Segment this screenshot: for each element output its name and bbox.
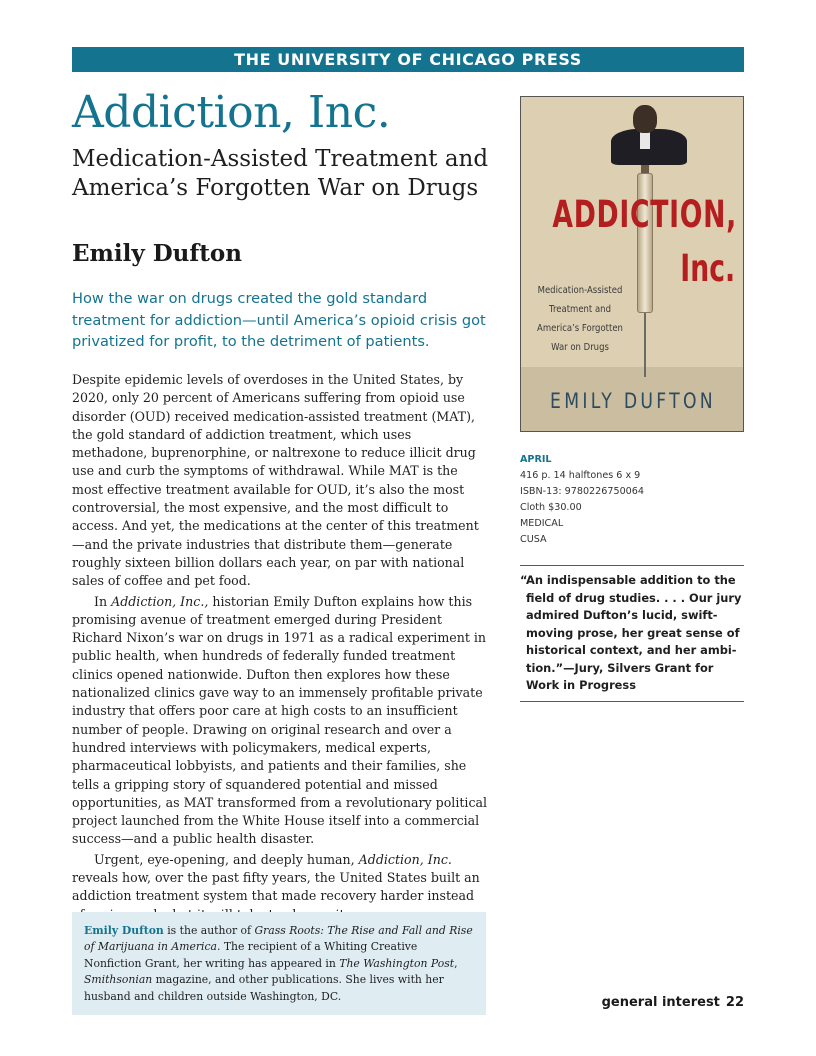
isbn: ISBN-13: 9780226750064 (520, 486, 644, 497)
book-cover (520, 96, 744, 432)
book-title-italic: Addiction, Inc. (358, 851, 452, 867)
page-footer (602, 995, 744, 1010)
page-count: 416 p. 14 halftones 6 x 9 (520, 470, 641, 481)
endorsement-quote: “An indispensable addition to the field of drug studies. . . . Our jury admired Dufton’s lucid, swift- moving prose, her great sense of historical context, and her ambi- tion.”—Jury, Silvers Grant for Work in Progress (520, 565, 744, 702)
publisher-banner: THE UNIVERSITY OF CHICAGO PRESS (72, 47, 744, 72)
page-number: 22 (725, 995, 744, 1010)
book-subtitle: Medication-Assisted Treatment and America’s Forgotten War on Drugs (72, 146, 489, 201)
footer-section: general interest (601, 995, 720, 1010)
description-paragraph-1: Despite epidemic levels of overdoses in the United States, by 2020, only 20 percent of Americans suffering from opioid use disorder (OUD) received medication-assisted treatment (MAT), the gold standard of addiction treatment, which uses methadone, buprenorphine, or naltrexone to reduce illicit drug use and curb the symptoms of withdrawal. While MAT is the most effective treatment available for OUD, it’s also the most controversial, the most expensive, and the most difficult to access. And yet, the medications at the center of this treatment—and the private industries that distribute them—generate roughly sixteen billion dollars each year, on par with national sales of coffee and pet food. (72, 372, 479, 589)
book-metadata (520, 452, 744, 548)
cover-author: EMILY DUFTON (550, 389, 716, 413)
book-tagline: How the war on drugs created the gold standard treatment for addiction—until America’s opioid crisis got privatized for profit, to the detriment of patients. (72, 290, 486, 350)
cover-figure-shirt (640, 131, 650, 149)
cover-title-line1: ADDICTION, (552, 193, 738, 236)
subject: MEDICAL (520, 518, 564, 529)
cover-figure-head (633, 105, 657, 133)
syringe-needle (644, 313, 646, 377)
syringe-plunger (641, 165, 649, 173)
price: Cloth $30.00 (520, 502, 582, 513)
author-bio-box: Emily Dufton is the author of Grass Roots: The Rise and Fall and Rise of Marijuana in America. The recipient of a Whiting Creative Nonfiction Grant, her writing has appeared in The Washington Post, Smithsonian magazine, and other publications. She lives with her husband and children outside Washington, DC. (72, 912, 486, 1015)
cover-title-line2: Inc. (680, 247, 735, 290)
bio-author-name: Emily Dufton (84, 924, 164, 937)
book-title-italic: Addiction, Inc., (111, 593, 209, 609)
pub-month: APRIL (520, 454, 552, 465)
description-paragraph-2: In Addiction, Inc., historian Emily Dufton explains how this promising avenue of treatment emerged during President Richard Nixon’s war on drugs in 1971 as a radical experiment in public health, when hundreds of federally funded treatment clinics opened nationwide. Dufton then explores how these nationalized clinics gave way to an immensely profitable private industry that offers poor care at high costs to an insufficient number of people. Drawing on original research and over a hundred interviews with policymakers, medical experts, pharmaceutical lobbyists, and patients and their families, she tells a gripping story of squandered potential and missed opportunities, as MAT transformed from a revolutionary political project launched from the White House itself into a commercial success—and a public health disaster. (72, 593, 488, 847)
description-paragraph-3: Urgent, eye-opening, and deeply human, Addiction, Inc. reveals how, over the past fifty years, the United States built an addiction treatment system that made recovery harder instead (72, 851, 480, 904)
book-author: Emily Dufton (72, 240, 242, 267)
book-title: Addiction, Inc. (72, 87, 391, 138)
cover-subtitle: Medication-Assisted Treatment and America’s Forgotten War on Drugs (537, 285, 623, 353)
rights: CUSA (520, 534, 547, 545)
book-description (72, 371, 488, 924)
